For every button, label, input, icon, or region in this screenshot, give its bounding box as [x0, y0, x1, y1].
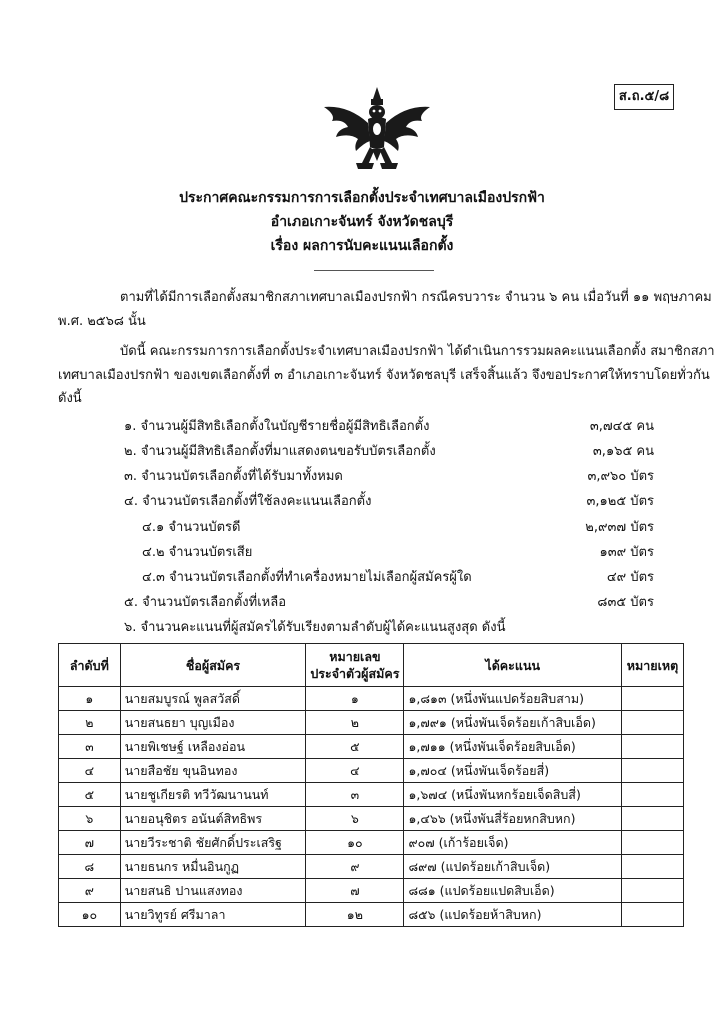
paragraph-1-line-1: ตามที่ได้มีการเลือกตั้งสมาชิกสภาเทศบาลเมืองปรกฟ้า กรณีครบวาระ จำนวน ๖ คน เมื่อวันที่ ๑๑ พฤษภาคม: [120, 290, 712, 305]
header-candidate-number: [306, 644, 404, 687]
row-remark: [622, 807, 684, 831]
table-row: [59, 903, 684, 927]
table-row: [59, 855, 684, 879]
item-ballots-received-label: ๓. จำนวนบัตรเลือกตั้งที่ได้รับมาทั้งหมด: [124, 469, 343, 484]
subject-line: เรื่อง ผลการนับคะแนนเลือกตั้ง: [270, 238, 454, 254]
item-spoiled-ballots-label: ๔.๒ จำนวนบัตรเสีย: [142, 545, 253, 560]
row-remark: [622, 831, 684, 855]
row-votes: ๑,๖๗๔ (หนึ่งพันหกร้อยเจ็ดสิบสี่): [404, 783, 622, 807]
table-row: [59, 807, 684, 831]
item-ballots-used-label: ๔. จำนวนบัตรเลือกตั้งที่ใช้ลงคะแนนเลือกตั้ง: [124, 494, 372, 509]
paragraph-1-line-2: พ.ศ. ๒๕๖๘ นั้น: [58, 314, 146, 329]
table-row: [59, 711, 684, 735]
row-remark: [622, 759, 684, 783]
row-rank: ๔: [59, 759, 121, 783]
item-no-vote-ballots-label: ๔.๓ จำนวนบัตรเลือกตั้งที่ทำเครื่องหมายไม่เลือกผู้สมัครผู้ใด: [142, 570, 472, 585]
item-good-ballots-value: ๒,๙๓๗ บัตร: [585, 520, 654, 535]
row-candidate-name: นายธนกร หมื่นอินกูฏ: [120, 855, 306, 879]
row-remark: [622, 735, 684, 759]
paragraph-2-line-1: บัดนี้ คณะกรรมการการเลือกตั้งประจำเทศบาลเมืองปรกฟ้า ได้ดำเนินการรวมผลคะแนนเลือกตั้ง สมาชิกสภา: [120, 344, 715, 359]
row-votes: ๑,๘๑๓ (หนึ่งพันแปดร้อยสิบสาม): [404, 687, 622, 711]
row-candidate-number: ๖: [306, 807, 404, 831]
announcement-title: ประกาศคณะกรรมการการเลือกตั้งประจำเทศบาลเมืองปรกฟ้า: [179, 190, 545, 206]
item-voters-turnout-label: ๒. จำนวนผู้มีสิทธิเลือกตั้งที่มาแสดงตนขอรับบัตรเลือกตั้ง: [124, 444, 436, 459]
garuda-emblem-icon: [318, 85, 436, 175]
header-number-line-1: หมายเลข: [329, 649, 381, 664]
row-candidate-number: ๗: [306, 879, 404, 903]
row-rank: ๑๐: [59, 903, 121, 927]
table-row: [59, 687, 684, 711]
row-votes: ๑,๗๑๑ (หนึ่งพันเจ็ดร้อยสิบเอ็ด): [404, 735, 622, 759]
header-number-line-2: ประจำตัวผู้สมัคร: [310, 666, 400, 681]
item-voters-turnout-value: ๓,๑๖๕ คน: [592, 444, 654, 459]
row-rank: ๗: [59, 831, 121, 855]
row-rank: ๓: [59, 735, 121, 759]
row-remark: [622, 687, 684, 711]
row-remark: [622, 711, 684, 735]
paragraph-2-line-2: เทศบาลเมืองปรกฟ้า ของเขตเลือกตั้งที่ ๓ อำเภอเกาะจันทร์ จังหวัดชลบุรี เสร็จสิ้นแล้ว จึงขอประกาศให้ทราบโดยทั่วกัน: [58, 368, 710, 383]
row-candidate-name: นายวีระชาติ ชัยศักดิ์ประเสริฐ: [120, 831, 306, 855]
row-candidate-name: นายพิเชษฐ์ เหลืองอ่อน: [120, 735, 306, 759]
row-candidate-name: นายอนุชิตร อนันต์สิทธิพร: [120, 807, 306, 831]
table-row: [59, 759, 684, 783]
item-ballots-used-value: ๓,๑๒๕ บัตร: [586, 494, 654, 509]
row-rank: ๑: [59, 687, 121, 711]
divider: [314, 270, 434, 271]
row-candidate-number: ๓: [306, 783, 404, 807]
table-row: [59, 783, 684, 807]
row-candidate-number: ๔: [306, 759, 404, 783]
row-remark: [622, 855, 684, 879]
row-candidate-number: ๕: [306, 735, 404, 759]
table-header-row: [59, 644, 684, 687]
row-votes: ๘๙๗ (แปดร้อยเก้าสิบเจ็ด): [404, 855, 622, 879]
row-rank: ๖: [59, 807, 121, 831]
header-candidate-name: ชื่อผู้สมัคร: [120, 644, 306, 687]
row-candidate-name: นายสนธยา บุญเมือง: [120, 711, 306, 735]
row-candidate-number: ๙: [306, 855, 404, 879]
item-remaining-ballots-value: ๘๓๕ บัตร: [597, 595, 654, 610]
row-votes: ๘๘๑ (แปดร้อยแปดสิบเอ็ด): [404, 879, 622, 903]
row-rank: ๕: [59, 783, 121, 807]
header-remark: หมายเหตุ: [622, 644, 684, 687]
row-rank: ๘: [59, 855, 121, 879]
row-votes: ๘๕๖ (แปดร้อยห้าสิบหก): [404, 903, 622, 927]
item-spoiled-ballots-value: ๑๓๙ บัตร: [599, 545, 654, 560]
row-votes: ๙๐๗ (เก้าร้อยเจ็ด): [404, 831, 622, 855]
table-row: [59, 735, 684, 759]
header-votes: ได้คะแนน: [404, 644, 622, 687]
row-remark: [622, 903, 684, 927]
item-candidate-votes-label: ๖. จำนวนคะแนนที่ผู้สมัครได้รับเรียงตามลำดับผู้ได้คะแนนสูงสุด ดังนี้: [124, 620, 506, 635]
row-votes: ๑,๗๐๔ (หนึ่งพันเจ็ดร้อยสี่): [404, 759, 622, 783]
district-province: อำเภอเกาะจันทร์ จังหวัดชลบุรี: [270, 214, 454, 230]
row-candidate-number: ๑๐: [306, 831, 404, 855]
header-rank: ลำดับที่: [59, 644, 121, 687]
item-no-vote-ballots-value: ๔๙ บัตร: [606, 570, 654, 585]
item-remaining-ballots-label: ๕. จำนวนบัตรเลือกตั้งที่เหลือ: [124, 595, 287, 610]
row-remark: [622, 783, 684, 807]
row-rank: ๙: [59, 879, 121, 903]
row-candidate-name: นายสนธิ ปานแสงทอง: [120, 879, 306, 903]
form-code: ส.ถ.๕/๘: [614, 84, 674, 110]
row-candidate-number: ๑: [306, 687, 404, 711]
table-row: [59, 879, 684, 903]
row-candidate-number: ๒: [306, 711, 404, 735]
item-good-ballots-label: ๔.๑ จำนวนบัตรดี: [142, 520, 241, 535]
paragraph-2-line-3: ดังนี้: [58, 391, 82, 406]
row-votes: ๑,๔๖๖ (หนึ่งพันสี่ร้อยหกสิบหก): [404, 807, 622, 831]
row-candidate-number: ๑๒: [306, 903, 404, 927]
results-table: [58, 643, 684, 927]
item-eligible-voters-label: ๑. จำนวนผู้มีสิทธิเลือกตั้งในบัญชีรายชื่อผู้มีสิทธิเลือกตั้ง: [124, 419, 430, 434]
row-rank: ๒: [59, 711, 121, 735]
table-row: [59, 831, 684, 855]
row-candidate-name: นายวิทูรย์ ศรีมาลา: [120, 903, 306, 927]
row-remark: [622, 879, 684, 903]
row-votes: ๑,๗๙๑ (หนึ่งพันเจ็ดร้อยเก้าสิบเอ็ด): [404, 711, 622, 735]
row-candidate-name: นายสือชัย ขุนอินทอง: [120, 759, 306, 783]
row-candidate-name: นายสมบูรณ์ พูลสวัสดิ์: [120, 687, 306, 711]
item-eligible-voters-value: ๓,๗๔๕ คน: [589, 419, 654, 434]
item-ballots-received-value: ๓,๙๖๐ บัตร: [587, 469, 654, 484]
row-candidate-name: นายชูเกียรติ ทวีวัฒนานนท์: [120, 783, 306, 807]
